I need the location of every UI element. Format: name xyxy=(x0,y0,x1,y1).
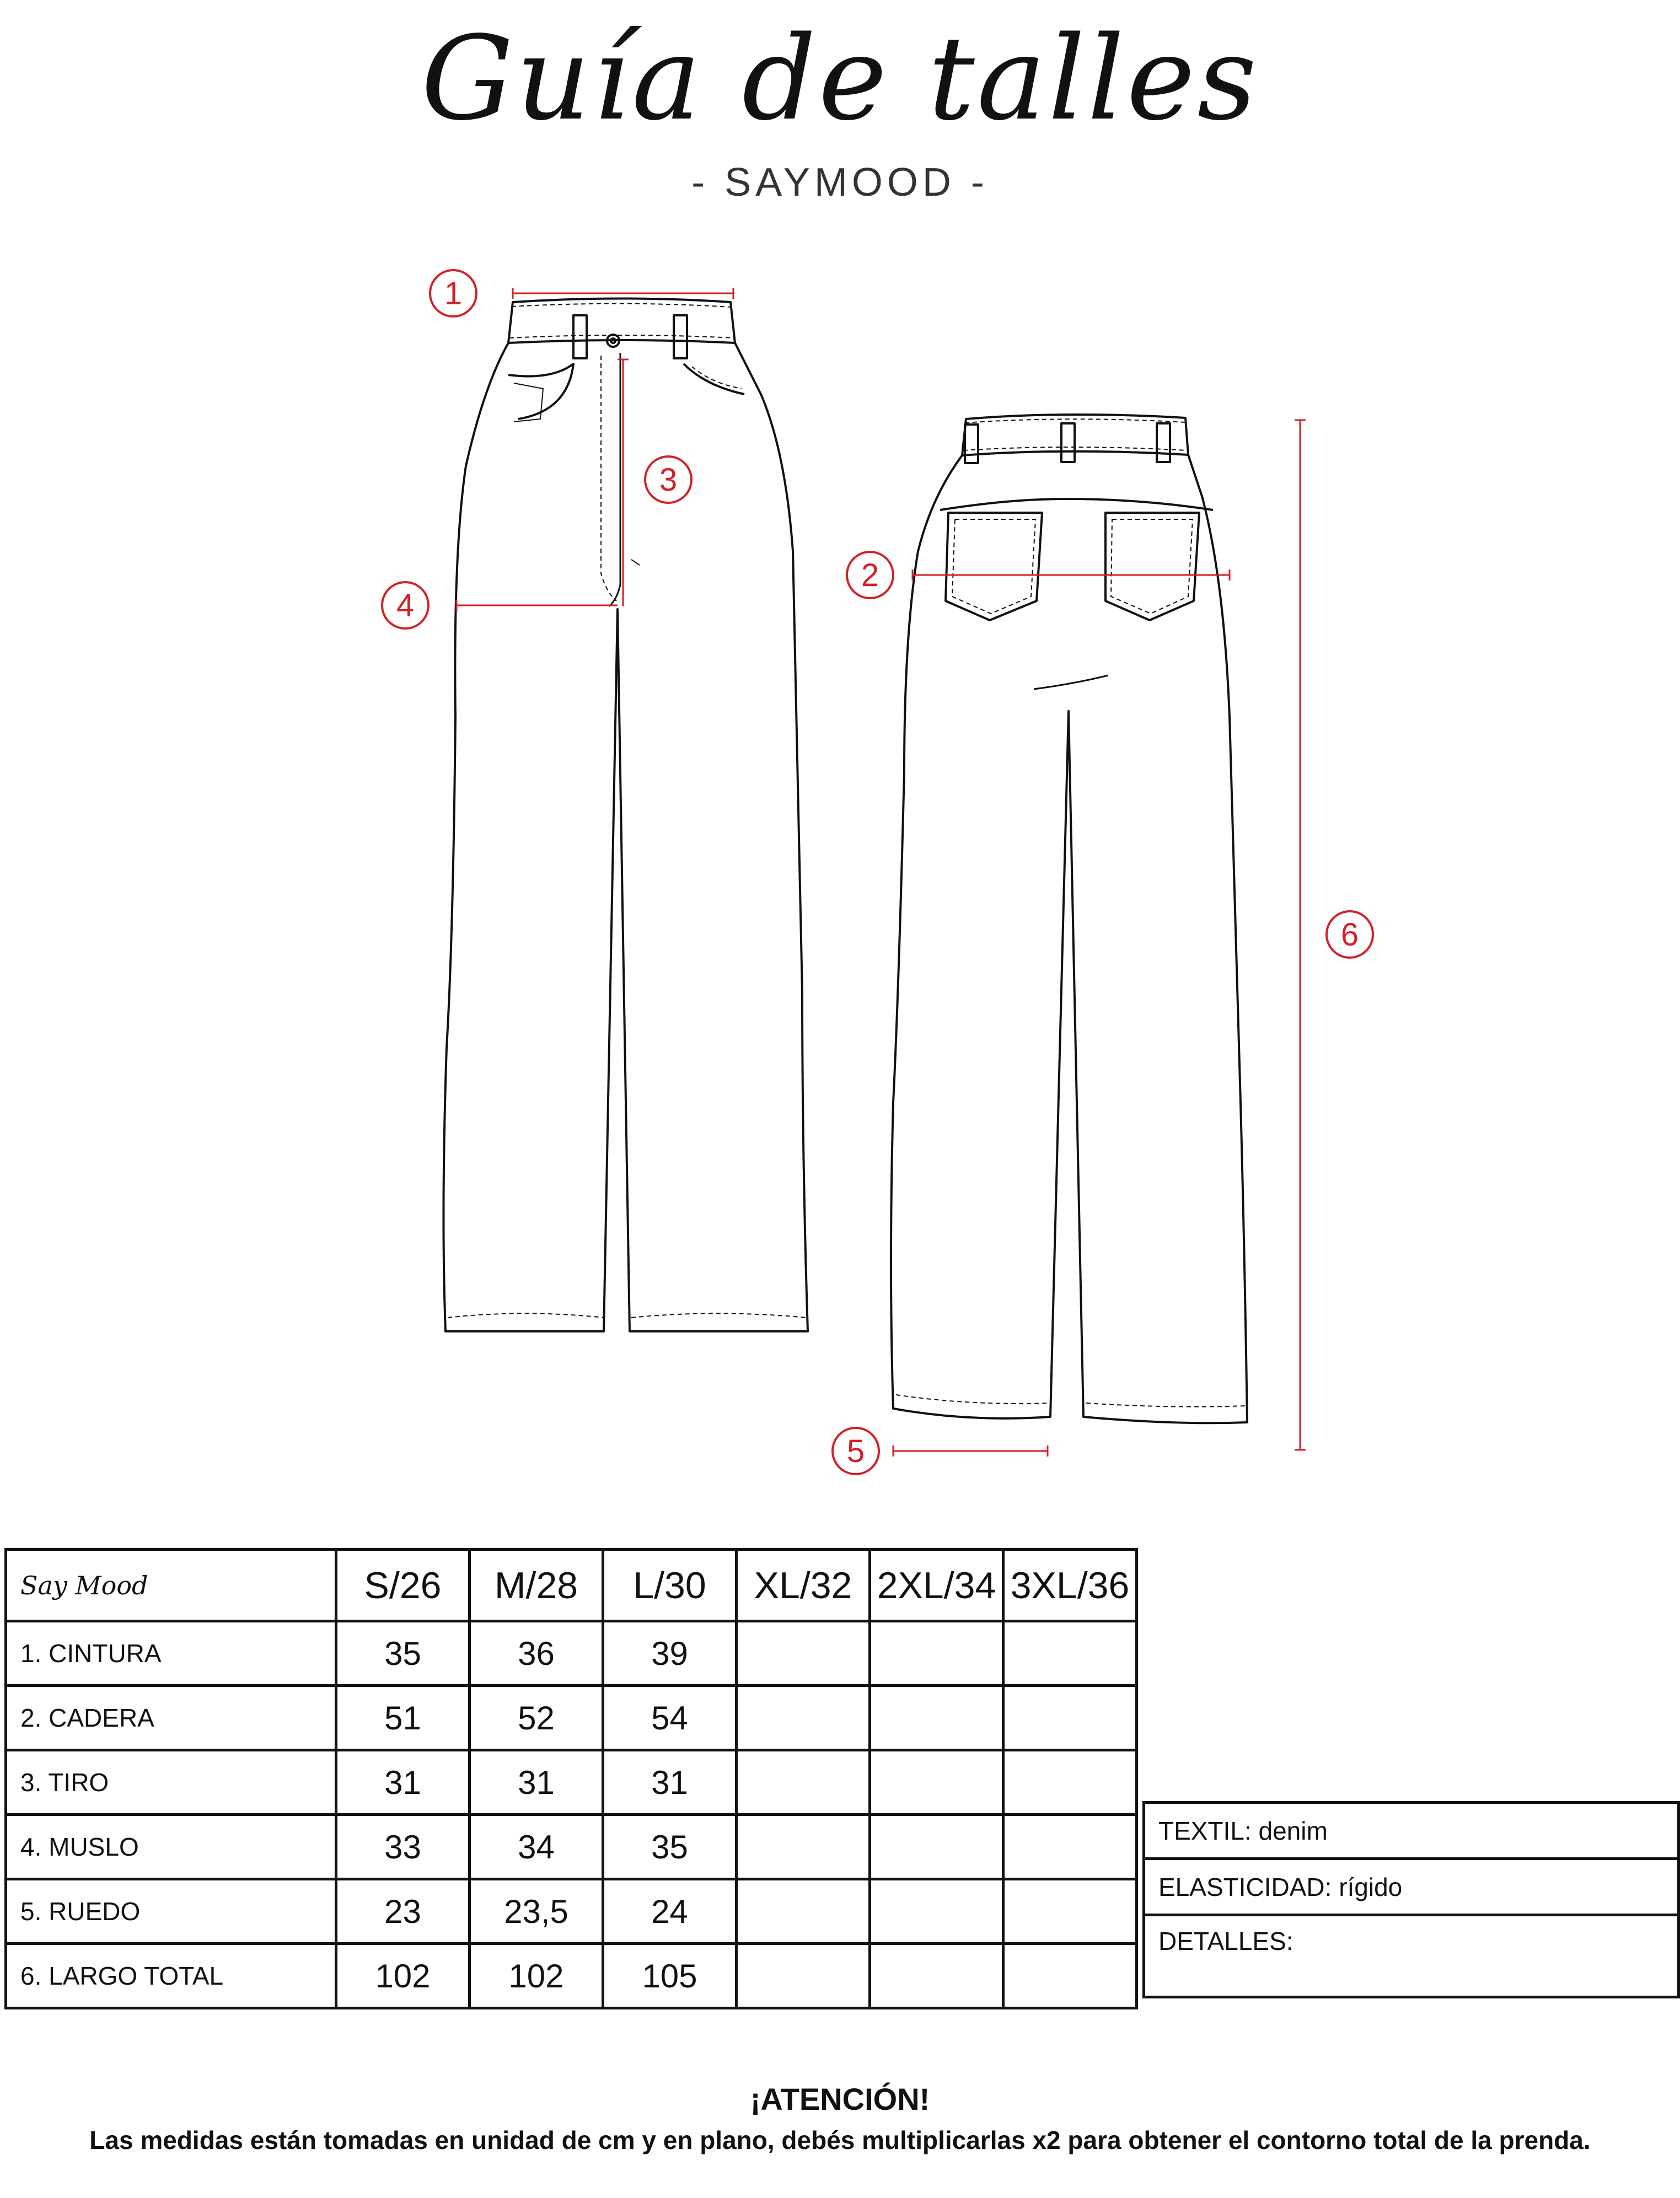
table-cell xyxy=(870,1879,1003,1944)
marker-4-label: 4 xyxy=(396,588,415,624)
table-cell: 31 xyxy=(336,1750,470,1815)
table-cell: 36 xyxy=(470,1621,603,1686)
table-cell: 31 xyxy=(603,1750,737,1815)
row-label: 5. RUEDO xyxy=(6,1879,336,1944)
table-cell xyxy=(870,1944,1003,2008)
marker-6-label: 6 xyxy=(1340,917,1359,953)
measurement-lines xyxy=(457,288,1306,1457)
table-cell: 105 xyxy=(603,1944,737,2008)
table-cell xyxy=(870,1750,1003,1815)
fabric-textil: TEXTIL: denim xyxy=(1144,1803,1679,1859)
size-header: M/28 xyxy=(470,1550,603,1621)
table-cell: 23 xyxy=(336,1879,470,1944)
size-header: XL/32 xyxy=(737,1550,870,1621)
table-cell xyxy=(1003,1879,1137,1944)
table-row xyxy=(6,1944,1137,2008)
table-cell: 54 xyxy=(603,1686,737,1750)
table-cell xyxy=(1003,1621,1137,1686)
table-row xyxy=(6,1621,1137,1686)
table-cell: 35 xyxy=(336,1621,470,1686)
table-cell xyxy=(737,1686,870,1750)
table-cell xyxy=(870,1621,1003,1686)
size-header: L/30 xyxy=(603,1550,737,1621)
table-cell xyxy=(1003,1815,1137,1879)
table-cell xyxy=(737,1815,870,1879)
table-cell xyxy=(870,1815,1003,1879)
table-cell xyxy=(1003,1944,1137,2008)
table-cell: 23,5 xyxy=(470,1879,603,1944)
table-cell xyxy=(737,1944,870,2008)
row-label: 1. CINTURA xyxy=(6,1621,336,1686)
size-header: 3XL/36 xyxy=(1003,1550,1137,1621)
row-label: 4. MUSLO xyxy=(6,1815,336,1879)
size-header: 2XL/34 xyxy=(870,1550,1003,1621)
fabric-details: DETALLES: xyxy=(1144,1915,1679,1997)
table-cell xyxy=(737,1750,870,1815)
marker-2-label: 2 xyxy=(861,557,879,593)
brand-subtitle: - SAYMOOD - xyxy=(691,160,989,205)
table-cell: 102 xyxy=(336,1944,470,2008)
table-cell xyxy=(870,1686,1003,1750)
table-cell: 34 xyxy=(470,1815,603,1879)
table-cell: 33 xyxy=(336,1815,470,1879)
marker-3-label: 3 xyxy=(659,462,678,498)
table-row xyxy=(6,1750,1137,1815)
brand-logo: Say Mood xyxy=(6,1550,336,1621)
table-row xyxy=(6,1686,1137,1750)
notice-text: Las medidas están tomadas en unidad de cm y en plano, debés multiplicarlas x2 para obtener el contorno total de la prenda. xyxy=(89,2126,1591,2154)
table-cell: 39 xyxy=(603,1621,737,1686)
table-cell xyxy=(737,1879,870,1944)
table-row xyxy=(6,1815,1137,1879)
row-label: 2. CADERA xyxy=(6,1686,336,1750)
table-cell: 35 xyxy=(603,1815,737,1879)
table-cell: 52 xyxy=(470,1686,603,1750)
fabric-info-table xyxy=(1142,1801,1680,1998)
marker-5-label: 5 xyxy=(846,1433,865,1469)
row-label: 6. LARGO TOTAL xyxy=(6,1944,336,2008)
table-cell xyxy=(1003,1686,1137,1750)
size-header: S/26 xyxy=(336,1550,470,1621)
page-title: Guía de talles xyxy=(421,11,1259,146)
table-row xyxy=(6,1879,1137,1944)
table-cell: 51 xyxy=(336,1686,470,1750)
size-chart-table xyxy=(4,1548,1138,2009)
notice-title: ¡ATENCIÓN! xyxy=(750,2082,930,2116)
table-cell: 24 xyxy=(603,1879,737,1944)
jeans-back-view xyxy=(891,415,1247,1423)
table-cell: 31 xyxy=(470,1750,603,1815)
marker-1-label: 1 xyxy=(444,276,463,311)
size-header-row xyxy=(6,1550,1137,1621)
table-cell xyxy=(1003,1750,1137,1815)
fabric-elasticity: ELASTICIDAD: rígido xyxy=(1144,1859,1679,1915)
table-cell: 102 xyxy=(470,1944,603,2008)
table-cell xyxy=(737,1621,870,1686)
row-label: 3. TIRO xyxy=(6,1750,336,1815)
jeans-measurement-diagram xyxy=(0,232,1680,1522)
jeans-front-view xyxy=(443,299,808,1332)
